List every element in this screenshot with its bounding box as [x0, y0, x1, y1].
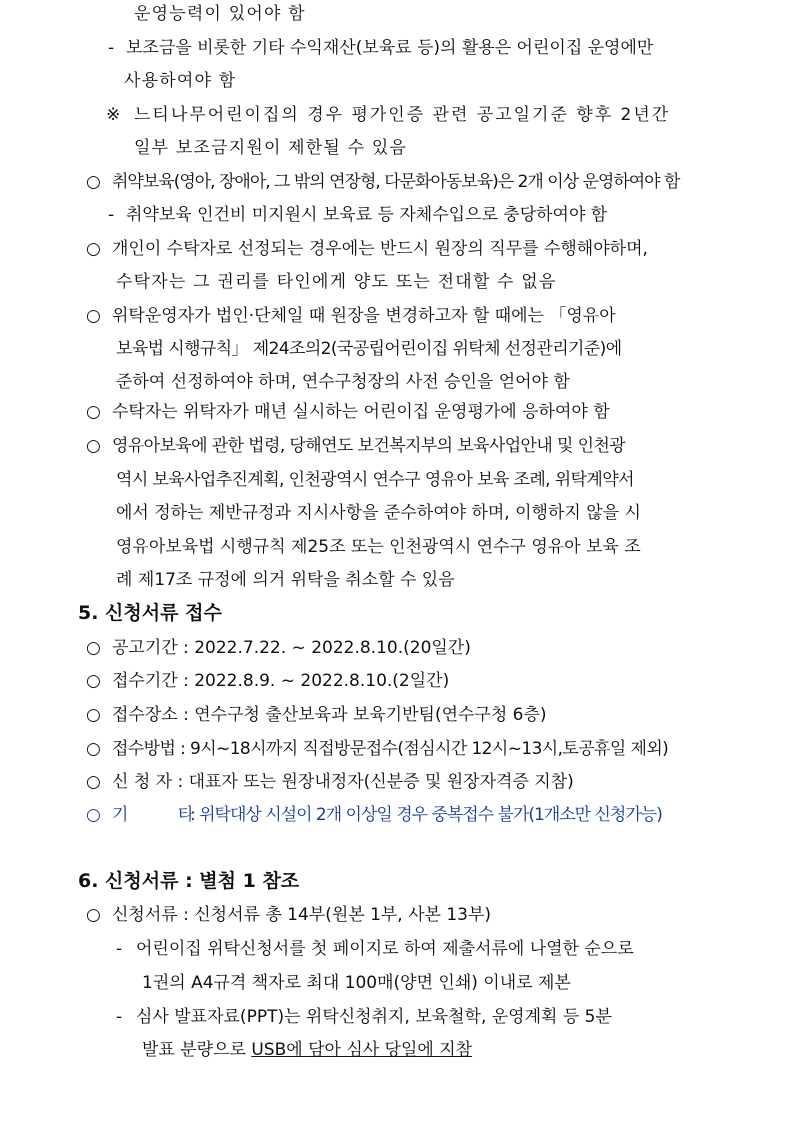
- text-plain: 발표 분량으로: [142, 1040, 252, 1060]
- list-item: 공고기간 : 2022.7.22. ~ 2022.8.10.(20일간): [112, 638, 471, 658]
- etc-label: 기 타: [112, 805, 195, 825]
- list-item: 접수방법 : 9시~18시까지 직접방문접수(점심시간 12시~13시,토공휴일 제외): [112, 739, 669, 759]
- text-line: 개인이 수탁자로 선정되는 경우에는 반드시 원장의 직무를 수행해야하며,: [112, 239, 648, 259]
- text-line: 취약보육(영아, 장애아, 그 밖의 연장형, 다문화아동보육)은 2개 이상 운영하여야 함: [112, 172, 680, 192]
- text-line: 례 제17조 규정에 의거 위탁을 취소할 수 있음: [116, 570, 455, 590]
- dash-marker: -: [116, 939, 123, 959]
- text-line: 영유아보육에 관한 법령, 당해연도 보건복지부의 보육사업안내 및 인천광: [112, 436, 626, 456]
- list-item: 신 청 자 : 대표자 또는 원장내정자(신분증 및 원장자격증 지참): [112, 772, 574, 792]
- text-line: 어린이집 위탁신청서를 첫 페이지로 하여 제출서류에 나열한 순으로: [136, 939, 634, 959]
- text-line: 1권의 A4규격 책자로 최대 100매(양면 인쇄) 이내로 제본: [142, 973, 571, 993]
- text-line: 취약보육 인건비 미지원시 보육료 등 자체수입으로 충당하여야 함: [126, 205, 608, 225]
- text-line: 수탁자는 위탁자가 매년 실시하는 어린이집 운영평가에 응하여야 함: [112, 402, 610, 422]
- circle-bullet-icon: ○: [86, 306, 101, 326]
- circle-bullet-icon: ○: [86, 739, 101, 759]
- circle-bullet-icon: ○: [86, 402, 101, 422]
- text-line: 보육법 시행규칙」 제24조의2(국공립어린이집 위탁체 선정관리기준)에: [116, 339, 622, 359]
- list-item: 신청서류 : 신청서류 총 14부(원본 1부, 사본 13부): [112, 905, 492, 925]
- circle-bullet-icon: ○: [86, 905, 101, 925]
- text-line: 역시 보육사업추진계획, 인천광역시 연수구 영유아 보육 조례, 위탁계약서: [116, 470, 634, 490]
- circle-bullet-icon: ○: [86, 671, 101, 691]
- circle-bullet-icon: ○: [86, 805, 101, 825]
- text-line: [142, 1038, 472, 1062]
- text-line: 준하여 선정하여야 하며, 연수구청장의 사전 승인을 얻어야 함: [116, 372, 570, 392]
- underlined-text: USB에 담아 심사 당일에 지참: [251, 1040, 473, 1060]
- etc-text: : 위탁대상 시설이 2개 이상일 경우 중복접수 불가(1개소만 신청가능): [190, 805, 662, 825]
- text-line: 수탁자는 그 권리를 타인에게 양도 또는 전대할 수 없음: [116, 272, 557, 292]
- text-line: 에서 정하는 제반규정과 지시사항을 준수하여야 하며, 이행하지 않을 시: [116, 503, 641, 523]
- circle-bullet-icon: ○: [86, 705, 101, 725]
- dash-marker: -: [116, 1007, 123, 1027]
- circle-bullet-icon: ○: [86, 436, 101, 456]
- text-line: 심사 발표자료(PPT)는 위탁신청취지, 보육철학, 운영계획 등 5분: [136, 1007, 612, 1027]
- circle-bullet-icon: ○: [86, 172, 101, 192]
- text-line: 보조금을 비롯한 기타 수익재산(보육료 등)의 활용은 어린이집 운영에만: [126, 38, 654, 58]
- circle-bullet-icon: ○: [86, 772, 101, 792]
- section-5-title: 5. 신청서류 접수: [78, 602, 222, 624]
- circle-bullet-icon: ○: [86, 239, 101, 259]
- text-line: 운영능력이 있어야 함: [134, 4, 306, 24]
- text-line: 느티나무어린이집의 경우 평가인증 관련 공고일기준 향후 2년간: [134, 105, 671, 125]
- circle-bullet-icon: ○: [86, 638, 101, 658]
- note-mark: ※: [106, 105, 121, 125]
- section-6-title: 6. 신청서류 : 별첨 1 참조: [78, 870, 300, 892]
- dash-marker: -: [108, 205, 115, 225]
- list-item: 접수기간 : 2022.8.9. ~ 2022.8.10.(2일간): [112, 671, 450, 691]
- list-item: 접수장소 : 연수구청 출산보육과 보육기반팀(연수구청 6층): [112, 705, 547, 725]
- text-line: 영유아보육법 시행규칙 제25조 또는 인천광역시 연수구 영유아 보육 조: [116, 537, 641, 557]
- text-line: 사용하여야 함: [124, 71, 237, 91]
- text-line: 일부 보조금지원이 제한될 수 있음: [134, 138, 408, 158]
- text-line: 위탁운영자가 법인·단체일 때 원장을 변경하고자 할 때에는 「영유아: [112, 306, 616, 326]
- dash-marker: -: [108, 38, 115, 58]
